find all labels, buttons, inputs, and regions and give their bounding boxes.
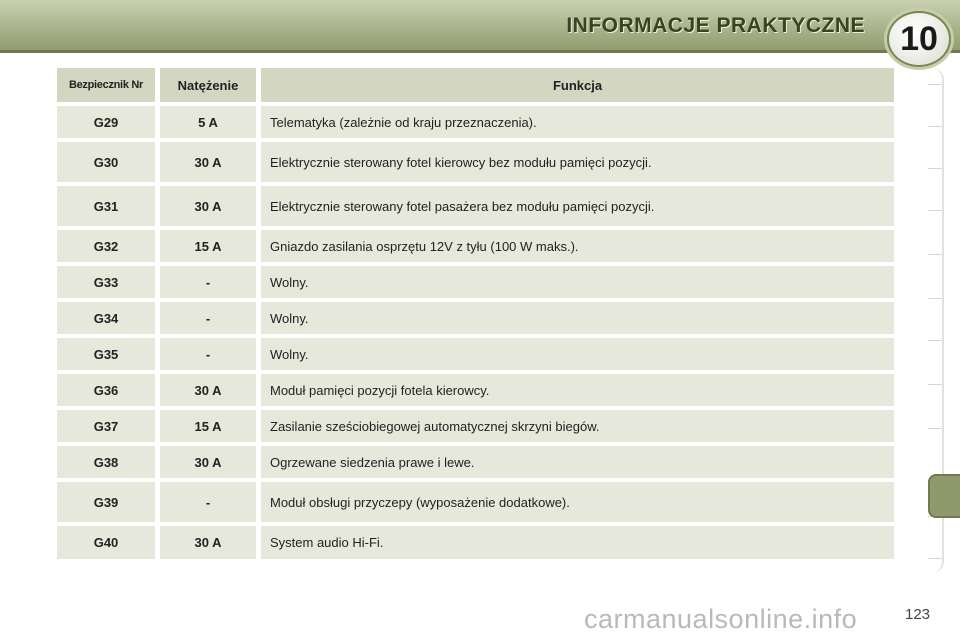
fuse-function: Telematyka (zależnie od kraju przeznaczenia). — [261, 106, 894, 138]
table-row — [57, 266, 894, 298]
table-row — [57, 230, 894, 262]
tab-divider — [928, 84, 942, 85]
tab-divider — [928, 126, 942, 127]
table-row — [57, 374, 894, 406]
fuse-function: Moduł obsługi przyczepy (wyposażenie dodatkowe). — [261, 482, 894, 522]
fuse-number: G34 — [57, 302, 155, 334]
fuse-number: G29 — [57, 106, 155, 138]
fuse-function: Elektrycznie sterowany fotel kierowcy bez modułu pamięci pozycji. — [261, 142, 894, 182]
tab-divider — [928, 298, 942, 299]
table-row — [57, 302, 894, 334]
fuse-function: Moduł pamięci pozycji fotela kierowcy. — [261, 374, 894, 406]
fuse-number: G35 — [57, 338, 155, 370]
fuse-function: Zasilanie sześciobiegowej automatycznej skrzyni biegów. — [261, 410, 894, 442]
fuse-number: G37 — [57, 410, 155, 442]
table-row — [57, 446, 894, 478]
section-title: INFORMACJE PRAKTYCZNE — [566, 14, 865, 37]
fuse-function: Ogrzewane siedzenia prawe i lewe. — [261, 446, 894, 478]
fuse-amperage: 15 A — [160, 230, 256, 262]
fuse-amperage: 30 A — [160, 374, 256, 406]
fuse-number: G36 — [57, 374, 155, 406]
table-row — [57, 338, 894, 370]
fuse-function: Wolny. — [261, 266, 894, 298]
column-header-function: Funkcja — [261, 68, 894, 102]
fuse-function: Elektrycznie sterowany fotel pasażera bez modułu pamięci pozycji. — [261, 186, 894, 226]
fuse-number: G38 — [57, 446, 155, 478]
fuse-number: G30 — [57, 142, 155, 182]
fuse-amperage: 30 A — [160, 186, 256, 226]
table-row — [57, 142, 894, 182]
column-header-amperage: Natężenie — [160, 68, 256, 102]
tab-divider — [928, 210, 942, 211]
fuse-number: G32 — [57, 230, 155, 262]
table-row — [57, 106, 894, 138]
fuse-amperage: 30 A — [160, 526, 256, 559]
fuse-function: System audio Hi-Fi. — [261, 526, 894, 559]
fuse-amperage: - — [160, 266, 256, 298]
table-row — [57, 482, 894, 522]
fuse-amperage: 30 A — [160, 142, 256, 182]
fuse-number: G31 — [57, 186, 155, 226]
fuse-table — [52, 64, 899, 563]
table-header-row — [57, 68, 894, 102]
table-row — [57, 186, 894, 226]
fuse-amperage: - — [160, 338, 256, 370]
table-row — [57, 526, 894, 559]
column-header-fuse-no: Bezpiecznik Nr — [57, 68, 155, 102]
tab-divider — [928, 168, 942, 169]
chapter-tab-active[interactable] — [928, 474, 960, 518]
header-divider — [0, 50, 960, 53]
fuse-number: G39 — [57, 482, 155, 522]
tab-divider — [928, 428, 942, 429]
page-number: 123 — [905, 606, 931, 623]
fuse-function: Wolny. — [261, 338, 894, 370]
fuse-function: Wolny. — [261, 302, 894, 334]
watermark: carmanualsonline.info — [584, 604, 858, 634]
fuse-amperage: 30 A — [160, 446, 256, 478]
fuse-amperage: - — [160, 302, 256, 334]
fuse-function: Gniazdo zasilania osprzętu 12V z tyłu (100 W maks.). — [261, 230, 894, 262]
fuse-amperage: - — [160, 482, 256, 522]
tab-divider — [928, 558, 942, 559]
fuse-number: G33 — [57, 266, 155, 298]
fuse-amperage: 15 A — [160, 410, 256, 442]
table-row — [57, 410, 894, 442]
fuse-amperage: 5 A — [160, 106, 256, 138]
chapter-number-badge: 10 — [887, 11, 951, 67]
tab-divider — [928, 384, 942, 385]
fuse-number: G40 — [57, 526, 155, 559]
tab-divider — [928, 254, 942, 255]
tab-divider — [928, 340, 942, 341]
